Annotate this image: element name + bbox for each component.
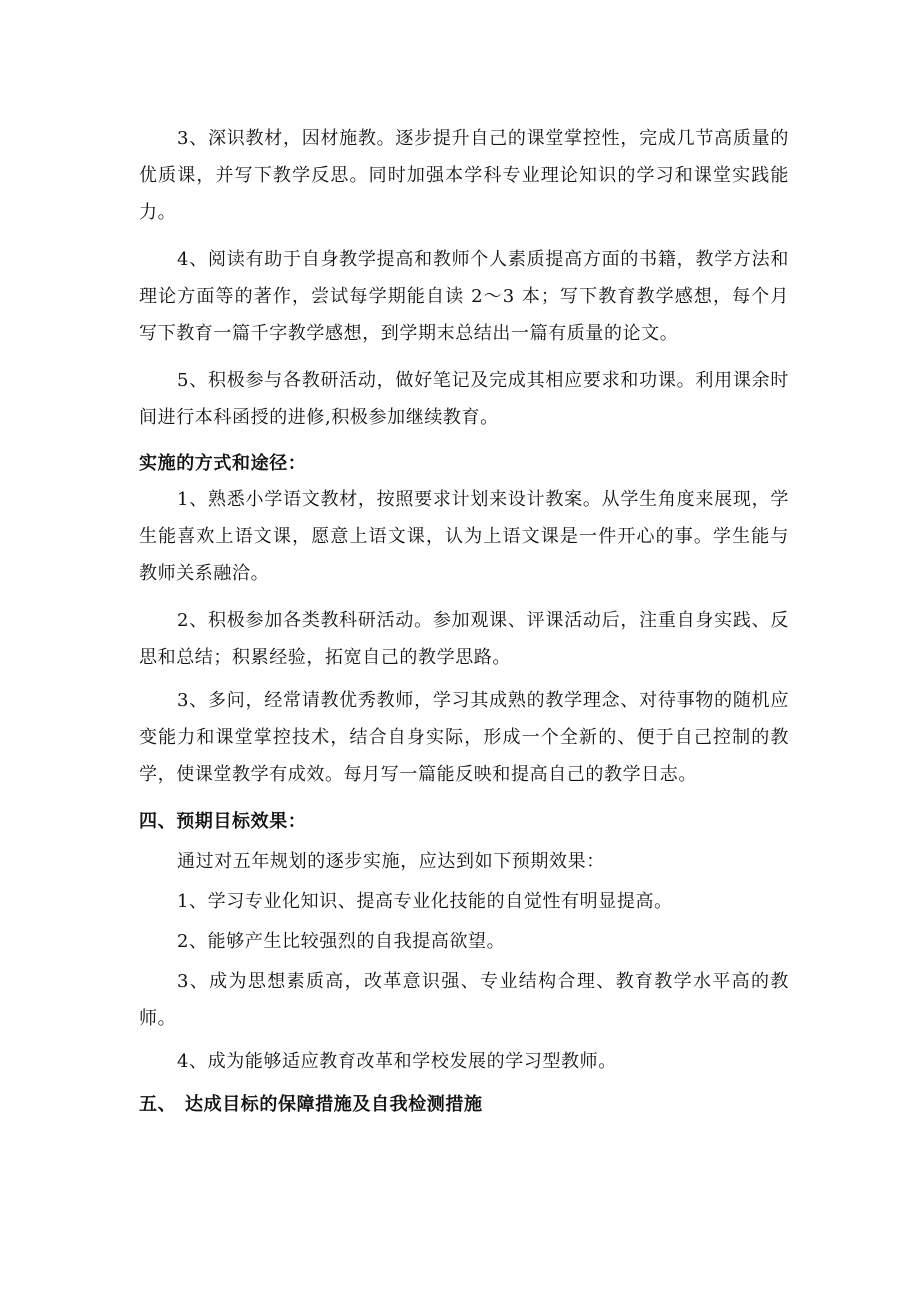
method-paragraph-2: 2、积极参加各类教科研活动。参加观课、评课活动后，注重自身实践、反思和总结；积累经验，拓宽自己的教学思路。 [139,610,789,668]
expected-effect-3: 3、成为思想素质高，改革意识强、专业结构合理、教育教学水平高的教师。 [139,971,789,1029]
expected-effect-1: 1、学习专业化知识、提高专业化技能的自觉性有明显提高。 [177,891,673,912]
section-4-heading: 四、预期目标效果： [139,811,307,832]
section-4-intro: 通过对五年规划的逐步实施，应达到如下预期效果： [177,851,605,872]
methods-heading: 实施的方式和途径： [139,453,307,474]
goal-paragraph-4: 4、阅读有助于自身教学提高和教师个人素质提高方面的书籍，教学方法和理论方面等的著作，尝试每学期能自读 2～3 本；写下教育教学感想，每个月写下教育一篇千字教学感想，到学期末总结出一篇有质量的论文。 [139,249,789,344]
section-5-number: 五、 [139,1094,177,1115]
section-5-heading [139,1086,789,1123]
section-5-title: 达成目标的保障措施及自我检测措施 [185,1094,483,1115]
expected-effect-2: 2、能够产生比较强烈的自我提高欲望。 [177,931,506,952]
goal-paragraph-3: 3、深识教材，因材施教。逐步提升自己的课堂掌控性，完成几节高质量的优质课，并写下教学反思。同时加强本学科专业理论知识的学习和课堂实践能力。 [139,128,789,223]
method-paragraph-1: 1、熟悉小学语文教材，按照要求计划来设计教案。从学生角度来展现，学生能喜欢上语文课，愿意上语文课，认为上语文课是一件开心的事。学生能与教师关系融洽。 [139,489,789,584]
goal-paragraph-5: 5、积极参与各教研活动，做好笔记及完成其相应要求和功课。利用课余时间进行本科函授的进修,积极参加继续教育。 [139,370,789,428]
expected-effect-4: 4、成为能够适应教育改革和学校发展的学习型教师。 [177,1051,617,1072]
method-paragraph-3: 3、多问，经常请教优秀教师，学习其成熟的教学理念、对待事物的随机应变能力和课堂掌控技术，结合自身实际，形成一个全新的、便于自己控制的教学，使课堂教学有成效。每月写一篇能反映和提高自己的教学日志。 [139,690,789,785]
